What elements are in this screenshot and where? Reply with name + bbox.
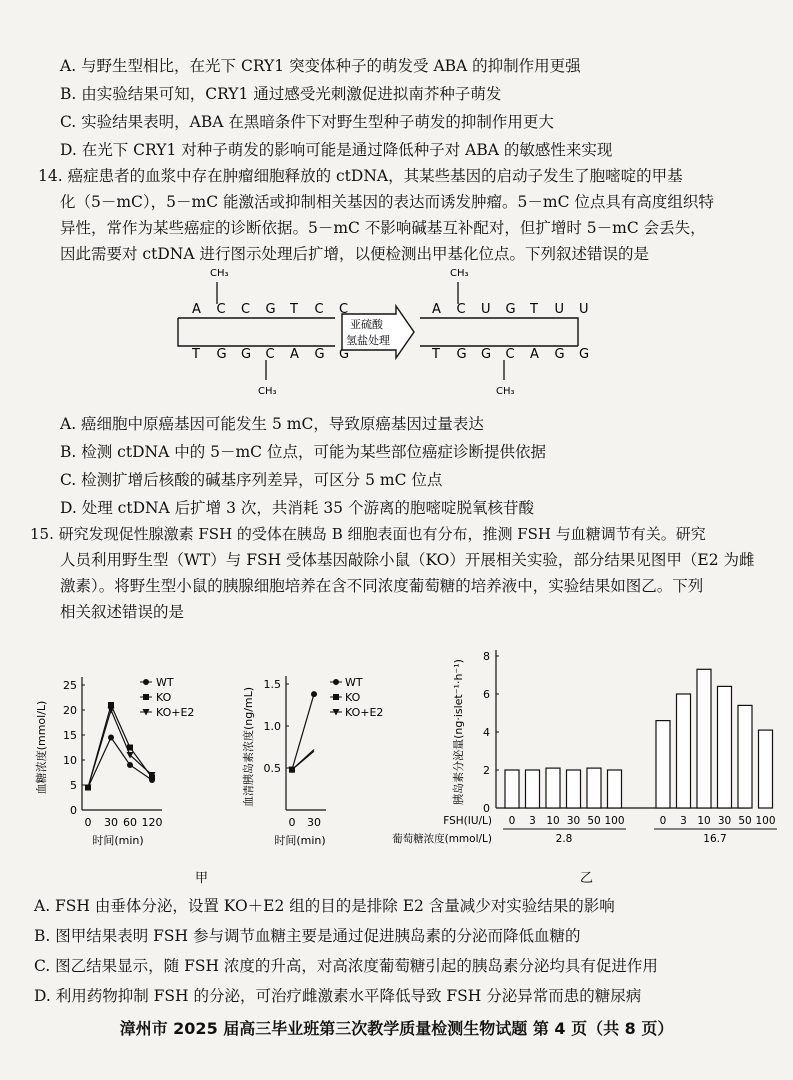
point-0-1 [108,735,114,741]
q15-option-c: C. 图乙结果显示，随 FSH 浓度的升高，对高浓度葡萄糖引起的胰岛素分泌均具有促进作用 [34,957,658,975]
legend-marker-1 [333,694,339,700]
glucose-group-1: 16.7 [703,833,727,845]
q15-stem-line-1: 15. 研究发现促性腺激素 FSH 的受体在胰岛 B 细胞表面也有分布，推测 FSH 与血糖调节有关。研究 [30,525,706,543]
glucose-row-label: 葡萄糖浓度(mmol/L) [392,833,492,845]
q15-option-a: A. FSH 由垂体分泌，设置 KO＋E2 组的目的是排除 E2 含量减少对实验结果的影响 [34,897,615,915]
right-top-base-2: U [481,302,491,317]
xlabel: 时间(min) [274,834,326,847]
fsh-row-label: FSH(IU/L) [443,815,492,827]
right-top-base-6: U [579,302,589,317]
left-bottom-base-6: G [339,347,350,362]
q14-option-b: B. 检测 ctDNA 中的 5－mC 位点，可能为某些部位癌症诊断提供依据 [60,443,546,461]
category-label-1: 3 [529,815,536,827]
q13-option-a: A. 与野生型相比，在光下 CRY1 突变体种子的萌发受 ABA 的抑制作用更强 [60,57,581,75]
figure-yi-label: 乙 [580,871,594,886]
bar-2 [546,768,560,808]
chart-insulin-secretion [392,650,777,845]
ytick-4: 8 [483,650,490,663]
q15-option-d: D. 利用药物抑制 FSH 的分泌，可治疗雌激素水平降低导致 FSH 分泌异常而患的糖尿病 [34,987,642,1005]
bar-10 [738,705,752,808]
dna-bisulfite-diagram [170,262,590,402]
ytick-2: 4 [483,726,490,739]
q14-stem-line-2: 化（5－mC），5－mC 能激活或抑制相关基因的表达而诱发肿瘤。5－mC 位点具有高度组织特 [60,193,714,211]
left-top-base-2: C [241,302,251,317]
legend-label-0: WT [156,676,174,689]
xtick-1: 30 [104,816,118,829]
xtick-2: 60 [123,816,137,829]
chart-serum-insulin [241,676,383,847]
right-bottom-base-6: G [579,347,590,362]
series-line-0 [88,738,152,788]
ytick-0: 0.5 [263,762,281,775]
category-label-9: 30 [717,815,732,827]
xlabel: 时间(min) [92,834,144,847]
left-bottom-base-1: G [216,347,227,362]
bisulfite-arrow [342,306,414,358]
bar-5 [608,770,622,808]
ytick-5: 25 [63,679,77,692]
xtick-0: 0 [84,816,92,829]
figures-area [0,630,793,890]
category-label-6: 0 [659,815,667,827]
ylabel: 胰岛素分泌量(ng·islet⁻¹·h⁻¹) [452,659,465,805]
arrow-label-line-2: 氢盐处理 [346,334,390,347]
q14-option-a: A. 癌细胞中原癌基因可能发生 5 mC，导致原癌基因过量表达 [60,415,484,433]
left-top-methyl-label: CH₃ [210,268,229,279]
right-bottom-base-0: T [432,347,440,362]
ytick-3: 15 [63,729,77,742]
left-top-base-6: C [339,302,349,317]
right-top-base-1: C [456,302,466,317]
ytick-0: 0 [483,802,490,815]
bar-8 [697,669,711,808]
q13-option-d: D. 在光下 CRY1 对种子萌发的影响可能是通过降低种子对 ABA 的敏感性来实现 [60,141,613,159]
legend-label-0: WT [345,676,363,689]
bar-1 [526,770,540,808]
bar-6 [656,721,670,808]
q15-stem-line-3: 激素）。将野生型小鼠的胰腺细胞培养在含不同浓度葡萄糖的培养液中，实验结果如图乙。下列 [60,577,704,595]
chart-blood-glucose [34,676,194,847]
right-bottom-base-1: G [456,347,467,362]
legend-marker-0 [333,679,339,685]
ytick-2: 1.5 [263,678,281,691]
left-top-base-5: C [314,302,324,317]
category-label-3: 30 [566,815,581,827]
bar-0 [505,770,519,808]
right-bottom-methyl-label: CH₃ [496,386,515,397]
page-footer: 漳州市 2025 届高三毕业班第三次教学质量检测生物试题 第 4 页（共 8 页） [119,1019,674,1038]
ytick-1: 2 [483,764,490,777]
legend-label-2: KO+E2 [345,706,384,719]
left-bottom-methyl-label: CH₃ [258,386,277,397]
right-top-base-4: T [530,302,538,317]
ylabel: 血清胰岛素浓度(ng/mL) [242,686,255,808]
series-line-0 [292,694,314,770]
category-label-7: 3 [680,815,687,827]
ytick-2: 10 [63,754,77,767]
point-0-2 [127,762,133,768]
left-bottom-base-2: G [241,347,252,362]
q14-stem-line-1: 14. 癌症患者的血浆中存在肿瘤细胞释放的 ctDNA，其某些基因的启动子发生了胞嘧啶的甲基 [38,167,683,185]
q14-stem-line-4: 因此需要对 ctDNA 进行图示处理后扩增，以便检测出甲基化位点。下列叙述错误的是 [60,245,649,263]
figure-jia-label: 甲 [195,871,209,886]
left-bottom-base-5: G [314,347,325,362]
left-bottom-base-4: A [290,347,299,362]
right-top-base-3: G [505,302,516,317]
q14-stem-line-3: 异性，常作为某些癌症的诊断依据。5－mC 不影响碱基互补配对，但扩增时 5－mC 会丢失， [60,219,706,237]
legend-marker-0 [143,679,149,685]
ytick-0: 0 [70,804,77,817]
left-bottom-base-3: C [265,347,275,362]
bar-9 [718,686,732,808]
category-label-10: 50 [738,815,752,827]
q13-option-c: C. 实验结果表明，ABA 在黑暗条件下对野生型种子萌发的抑制作用更大 [60,113,554,131]
bar-3 [567,770,581,808]
series-line-1 [88,705,152,788]
series-line-2 [88,710,152,788]
q14-option-c: C. 检测扩增后核酸的碱基序列差异，可区分 5 mC 位点 [60,471,443,489]
left-top-base-4: T [290,302,298,317]
q15-stem-line-2: 人员利用野生型（WT）与 FSH 受体基因敲除小鼠（KO）开展相关实验，部分结果见图甲（E2 为雌 [60,551,755,569]
ylabel: 血糖浓度(mmol/L) [35,700,48,795]
category-label-4: 50 [587,815,601,827]
ytick-3: 6 [483,688,490,701]
left-top-base-1: C [216,302,226,317]
category-label-0: 0 [508,815,516,827]
right-top-methyl-label: CH₃ [450,268,469,279]
left-top-base-3: G [265,302,276,317]
q15-stem-line-4: 相关叙述错误的是 [60,603,185,621]
ytick-1: 5 [70,779,77,792]
xtick-0: 0 [288,816,296,829]
arrow-label-line-1: 亚硫酸 [350,318,383,331]
right-top-base-5: U [554,302,565,317]
bar-11 [759,730,773,808]
xtick-1: 30 [307,816,321,829]
right-bottom-base-2: G [481,347,492,362]
q13-option-b: B. 由实验结果可知，CRY1 通过感受光刺激促进拟南芥种子萌发 [60,85,502,103]
left-bottom-base-0: T [192,347,200,362]
point-0-1 [311,691,317,697]
q14-option-d: D. 处理 ctDNA 后扩增 3 次，共消耗 35 个游离的胞嘧啶脱氧核苷酸 [60,499,534,517]
right-bottom-base-5: G [554,347,565,362]
xtick-3: 120 [141,816,163,829]
right-bottom-base-4: A [530,347,539,362]
category-label-2: 10 [546,815,560,827]
legend-label-1: KO [345,691,361,704]
bar-4 [587,768,601,808]
legend-marker-1 [143,694,149,700]
category-label-5: 100 [604,815,625,827]
q15-option-b: B. 图甲结果表明 FSH 参与调节血糖主要是通过促进胰岛素的分泌而降低血糖的 [34,927,581,945]
left-top-base-0: A [192,302,201,317]
ytick-1: 1.0 [263,720,281,733]
ytick-4: 20 [63,704,77,717]
bar-7 [677,694,691,808]
category-label-11: 100 [755,815,776,827]
right-top-base-0: A [432,302,441,317]
category-label-8: 10 [697,815,711,827]
right-bottom-base-3: C [505,347,515,362]
legend-label-2: KO+E2 [156,706,195,719]
legend-label-1: KO [156,691,172,704]
glucose-group-0: 2.8 [555,833,573,845]
